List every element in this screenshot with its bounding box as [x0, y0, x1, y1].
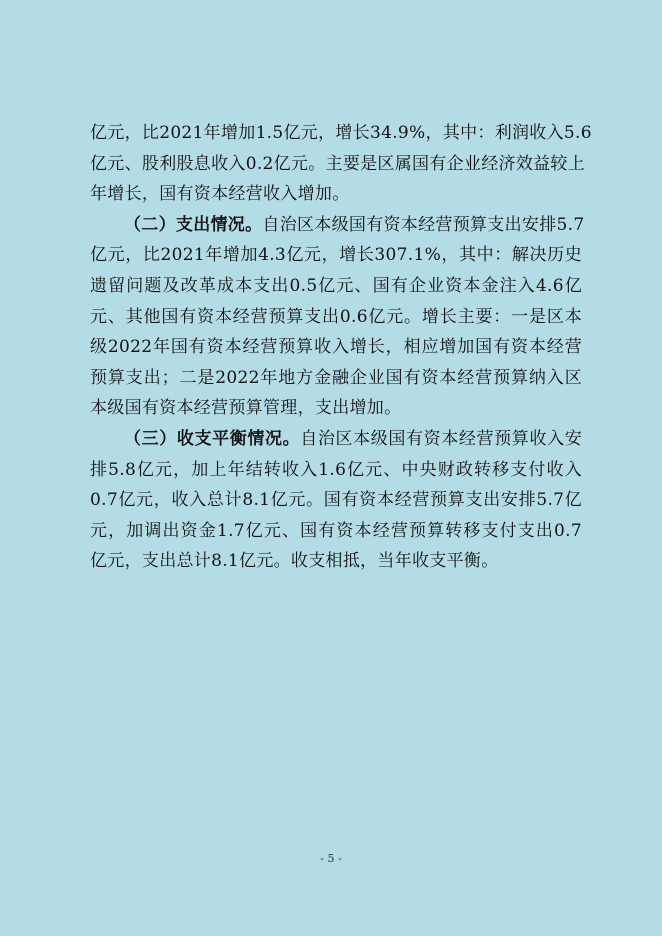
text-line: 级2022年国有资本经营预算收入增长，相应增加国有资本经营 — [90, 337, 582, 358]
document-body — [90, 118, 592, 577]
paragraph-balance — [90, 424, 582, 577]
text-line: 亿元、股利股息收入0.2亿元。主要是区属国有企业经济效益较上 — [90, 153, 586, 174]
text-span: 自治区本级国有资本经营预算收入安 — [300, 428, 582, 449]
text-line: 本级国有资本经营预算管理，支出增加。 — [90, 398, 402, 419]
text-line: 亿元，支出总计8.1亿元。收支相抵，当年收支平衡。 — [90, 551, 499, 572]
text-line — [90, 210, 585, 241]
text-line: 0.7亿元，收入总计8.1亿元。国有资本经营预算支出安排5.7亿 — [90, 490, 582, 511]
text-line: 排5.8亿元，加上年结转收入1.6亿元、中央财政转移支付收入 — [90, 459, 582, 480]
text-span: 自治区本级国有资本经营预算支出安排5.7 — [262, 214, 585, 235]
text-line: 亿元，比2021年增加4.3亿元，增长307.1%，其中：解决历史 — [90, 245, 582, 266]
text-line: 元，加调出资金1.7亿元、国有资本经营预算转移支付支出0.7 — [90, 520, 582, 541]
text-line: 遗留问题及改革成本支出0.5亿元、国有企业资本金注入4.6亿 — [90, 275, 582, 296]
section-heading-balance: （三）收支平衡情况。 — [124, 428, 301, 449]
paragraph-revenue — [90, 118, 592, 210]
text-line: 年增长，国有资本经营收入增加。 — [90, 184, 350, 205]
text-line — [90, 424, 582, 455]
paragraph-expenditure — [90, 210, 585, 424]
text-line: 预算支出；二是2022年地方金融企业国有资本经营预算纳入区 — [90, 367, 582, 388]
page-number: - 5 - — [320, 852, 342, 865]
section-heading-expenditure: （二）支出情况。 — [124, 214, 263, 235]
text-line: 元、其他国有资本经营预算支出0.6亿元。增长主要：一是区本 — [90, 306, 582, 327]
text-line: 亿元，比2021年增加1.5亿元，增长34.9%，其中：利润收入5.6 — [90, 123, 592, 143]
